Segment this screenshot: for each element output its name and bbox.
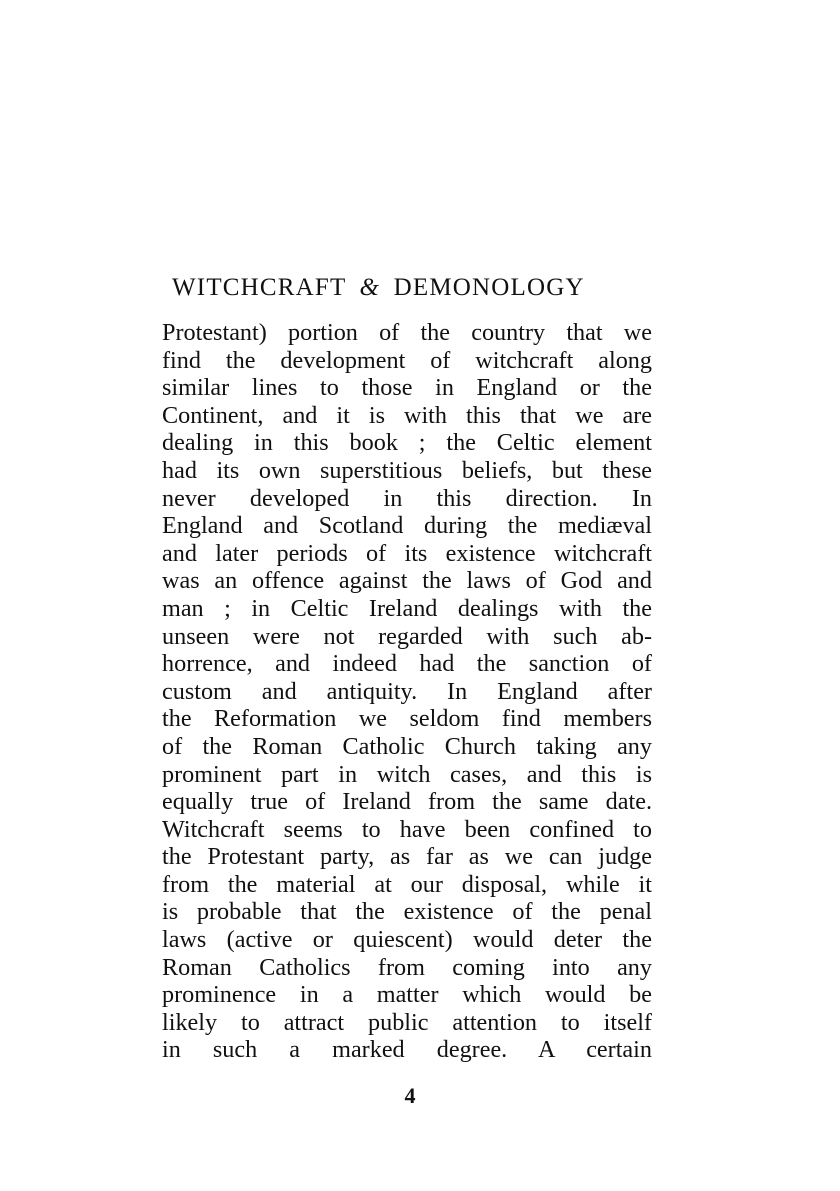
text-line: custom and antiquity. In England after bbox=[162, 677, 652, 705]
text-line: is probable that the existence of the penal bbox=[162, 898, 652, 926]
text-line: equally true of Ireland from the same date. bbox=[162, 788, 652, 816]
text-line: man ; in Celtic Ireland dealings with the bbox=[162, 594, 652, 622]
text-line: of the Roman Catholic Church taking any bbox=[162, 732, 652, 760]
text-line: unseen were not regarded with such ab- bbox=[162, 622, 652, 650]
text-line: was an offence against the laws of God and bbox=[162, 567, 652, 595]
text-line: the Reformation we seldom find members bbox=[162, 705, 652, 733]
text-line: Continent, and it is with this that we are bbox=[162, 401, 652, 429]
running-head-right: DEMONOLOGY bbox=[393, 274, 585, 301]
text-line: never developed in this direction. In bbox=[162, 484, 652, 512]
text-line: Witchcraft seems to have been confined to bbox=[162, 815, 652, 843]
text-line: dealing in this book ; the Celtic element bbox=[162, 429, 652, 457]
running-head bbox=[172, 272, 642, 304]
text-line: Protestant) portion of the country that we bbox=[162, 319, 652, 346]
text-line: prominent part in witch cases, and this is bbox=[162, 760, 652, 788]
text-line: laws (active or quiescent) would deter the bbox=[162, 926, 652, 954]
text-line: prominence in a matter which would be bbox=[162, 981, 652, 1009]
text-line: find the development of witchcraft along bbox=[162, 346, 652, 374]
running-head-left: WITCHCRAFT bbox=[172, 274, 347, 301]
text-line: England and Scotland during the mediæval bbox=[162, 512, 652, 540]
text-line: and later periods of its existence witchcraft bbox=[162, 539, 652, 567]
text-line: had its own superstitious beliefs, but these bbox=[162, 456, 652, 484]
body-text bbox=[162, 319, 652, 1064]
text-line: the Protestant party, as far as we can judge bbox=[162, 843, 652, 871]
page-number: 4 bbox=[404, 1083, 416, 1108]
text-line: likely to attract public attention to itself bbox=[162, 1008, 652, 1036]
text-line: in such a marked degree. A certain bbox=[162, 1036, 652, 1064]
text-line: Roman Catholics from coming into any bbox=[162, 953, 652, 981]
running-head-ampersand: & bbox=[359, 274, 381, 301]
text-line: similar lines to those in England or the bbox=[162, 374, 652, 402]
text-line: from the material at our disposal, while it bbox=[162, 870, 652, 898]
text-line: horrence, and indeed had the sanction of bbox=[162, 650, 652, 678]
